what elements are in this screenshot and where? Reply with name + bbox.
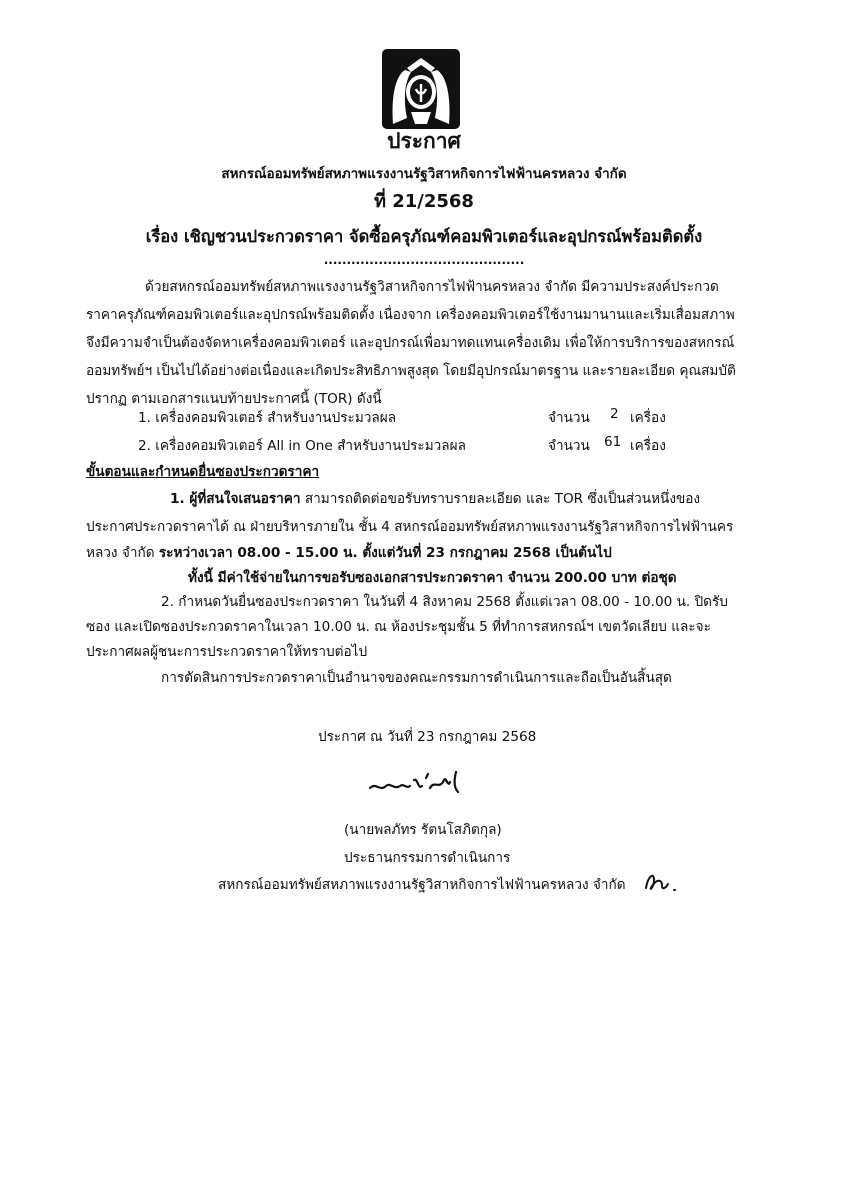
step-1-line-1 <box>170 487 700 509</box>
initial-mark <box>640 866 680 896</box>
step-1-line-3 <box>86 541 612 563</box>
intro-line-2: ราคาครุภัณฑ์คอมพิวเตอร์และอุปกรณ์พร้อมติดตั้ง เนื่องจาก เครื่องคอมพิวเตอร์ใช้งานมานานและเริ่มเสื่อมสภาพ <box>86 307 735 323</box>
organization-name: สหกรณ์ออมทรัพย์สหภาพแรงงานรัฐวิสาหกิจการไฟฟ้านครหลวง จำกัด <box>221 166 627 182</box>
decision-line: การตัดสินการประกวดราคาเป็นอำนาจของคณะกรรมการดำเนินการและถือเป็นอันสิ้นสุด <box>161 670 672 686</box>
step-2-line-2: ซอง และเปิดซองประกวดราคาในเวลา 10.00 น. ณ ห้องประชุมชั้น 5 ที่ทำการสหกรณ์ฯ เขตวัดเลียบ และจะ <box>86 619 711 635</box>
step-1-fee: ทั้งนี้ มีค่าใช้จ่ายในการขอรับซองเอกสารประกวดราคา จำนวน 200.00 บาท ต่อชุด <box>188 570 677 586</box>
item-2-qty-label: จำนวน <box>548 438 590 454</box>
step-1-line-2: ประกาศประกวดราคาได้ ณ ฝ่ายบริหารภายใน ชั้น 4 สหกรณ์ออมทรัพย์สหภาพแรงงานรัฐวิสาหกิจการไฟฟ้านคร <box>86 519 734 535</box>
signer-position: ประธานกรรมการดำเนินการ <box>344 850 511 866</box>
step-2-line-3: ประกาศผลผู้ชนะการประกวดราคาให้ทราบต่อไป <box>86 644 368 660</box>
separator-dots: ............................................ <box>323 253 525 267</box>
item-2-unit: เครื่อง <box>630 438 666 454</box>
step-1-line-3-plain: หลวง จำกัด <box>86 545 159 561</box>
step-1-line-1-rest: สามารถติดต่อขอรับทราบรายละเอียด และ TOR ซึ่งเป็นส่วนหนึ่งของ <box>300 491 701 507</box>
announcement-number: ที่ 21/2568 <box>374 191 474 212</box>
item-1-qty: 2 <box>610 406 619 422</box>
cooperative-emblem-icon <box>381 48 461 130</box>
step-1-lead: 1. ผู้ที่สนใจเสนอราคา <box>170 491 301 507</box>
signer-name: (นายพลภัทร รัตนโสภิตกุล) <box>344 822 502 838</box>
signer-organization: สหกรณ์ออมทรัพย์สหภาพแรงงานรัฐวิสาหกิจการไฟฟ้านครหลวง จำกัด <box>218 877 626 893</box>
step-2-line-1: 2. กำหนดวันยื่นซองประกวดราคา ในวันที่ 4 สิงหาคม 2568 ตั้งแต่เวลา 08.00 - 10.00 น. ปิดรับ <box>161 594 728 610</box>
intro-line-5: ปรากฏ ตามเอกสารแนบท้ายประกาศนี้ (TOR) ดังนี้ <box>86 391 382 407</box>
announcement-date: ประกาศ ณ วันที่ 23 กรกฎาคม 2568 <box>318 729 537 745</box>
intro-line-4: ออมทรัพย์ฯ เป็นไปได้อย่างต่อเนื่องและเกิดประสิทธิภาพสูงสุด โดยมีอุปกรณ์มาตรฐาน และรายละเอียด คุณสมบัติ <box>86 363 736 379</box>
item-2-qty: 61 <box>604 434 622 450</box>
item-1-name: 1. เครื่องคอมพิวเตอร์ สำหรับงานประมวลผล <box>138 410 397 426</box>
announcement-title: ประกาศ <box>387 129 461 153</box>
step-1-line-3-bold: ระหว่างเวลา 08.00 - 15.00 น. ตั้งแต่วันที่ 23 กรกฎาคม 2568 เป็นต้นไป <box>158 545 612 561</box>
item-1-qty-label: จำนวน <box>548 410 590 426</box>
section-heading: ขั้นตอนและกำหนดยื่นซองประกวดราคา <box>86 464 320 480</box>
signature-mark <box>366 766 466 800</box>
item-1-unit: เครื่อง <box>630 410 666 426</box>
intro-line-3: จึงมีความจำเป็นต้องจัดหาเครื่องคอมพิวเตอร์ และอุปกรณ์เพื่อมาทดแทนเครื่องเดิม เพื่อให้การบริการของสหกรณ์ <box>86 335 735 351</box>
intro-line-1: ด้วยสหกรณ์ออมทรัพย์สหภาพแรงงานรัฐวิสาหกิจการไฟฟ้านครหลวง จำกัด มีความประสงค์ประกวด <box>145 279 719 295</box>
item-2-name: 2. เครื่องคอมพิวเตอร์ All in One สำหรับงานประมวลผล <box>138 438 466 454</box>
announcement-subject: เรื่อง เชิญชวนประกวดราคา จัดซื้อครุภัณฑ์คอมพิวเตอร์และอุปกรณ์พร้อมติดตั้ง <box>145 227 703 246</box>
